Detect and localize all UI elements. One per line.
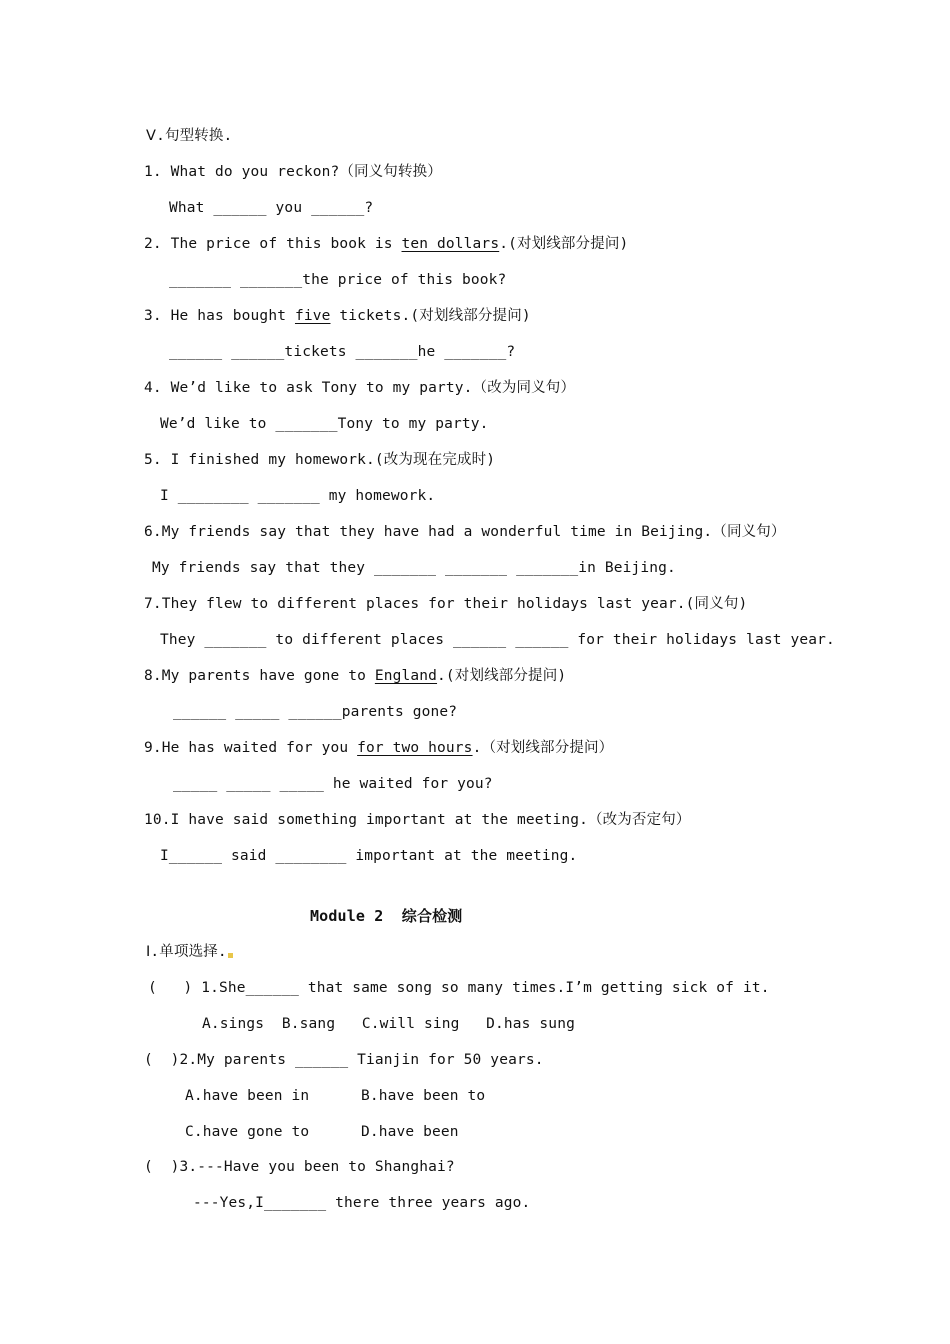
question-5: 5. I finished my homework.(改为现在完成时): [144, 452, 496, 468]
mc-question-3: ( )3.---Have you been to Shanghai?: [144, 1159, 455, 1175]
underlined-phrase: ten dollars: [401, 236, 500, 252]
mc-option-a: A.have been in: [185, 1088, 310, 1104]
answer-10: I______ said ________ important at the meeting.: [160, 848, 578, 864]
section-heading: Ⅰ.单项选择.: [146, 942, 233, 962]
question-10: 10.I have said something important at the meeting.（改为否定句）: [144, 812, 691, 828]
answer-4: We’d like to _______Tony to my party.: [160, 416, 489, 432]
mc-option-d: D.have been: [361, 1124, 459, 1140]
question-9: 9.He has waited for you for two hours.（对划线部分提问）: [144, 740, 614, 756]
answer-1: What ______ you ______?: [169, 200, 374, 216]
answer-8: ______ _____ ______parents gone?: [173, 704, 458, 720]
answer-6: My friends say that they _______ _______ _______in Beijing.: [152, 560, 676, 576]
section-heading: Ⅴ.句型转换.: [146, 128, 233, 144]
question-2: 2. The price of this book is ten dollars.(对划线部分提问): [144, 236, 629, 252]
answer-5: I ________ _______ my homework.: [160, 488, 436, 504]
underlined-phrase: five: [294, 308, 331, 324]
question-6: 6.My friends say that they have had a wonderful time in Beijing.（同义句）: [144, 524, 786, 540]
question-4: 4. We’d like to ask Tony to my party.（改为同义句）: [144, 380, 576, 396]
mc-reply-3: ---Yes,I_______ there three years ago.: [193, 1195, 531, 1211]
mc-option-c: C.have gone to: [185, 1124, 310, 1140]
mc-options-1: A.sings B.sang C.will sing D.has sung: [202, 1016, 575, 1032]
question-8: 8.My parents have gone to England.(对划线部分提问): [144, 668, 567, 684]
answer-3: ______ ______tickets _______he _______?: [169, 344, 516, 360]
question-1: 1. What do you reckon?（同义句转换）: [144, 164, 442, 180]
module-title: Module 2 综合检测: [310, 907, 463, 925]
underlined-phrase: England: [374, 668, 438, 684]
answer-7: They _______ to different places ______ ______ for their holidays last year.: [160, 632, 835, 648]
question-7: 7.They flew to different places for their holidays last year.(同义句): [144, 596, 748, 612]
cursor-mark-icon: [228, 953, 233, 958]
answer-9: _____ _____ _____ he waited for you?: [173, 776, 493, 792]
underlined-phrase: for two hours: [357, 740, 473, 756]
question-3: 3. He has bought five tickets.(对划线部分提问): [144, 308, 531, 324]
mc-question-2: ( )2.My parents ______ Tianjin for 50 years.: [144, 1052, 544, 1068]
answer-2: _______ _______the price of this book?: [169, 272, 507, 288]
mc-option-b: B.have been to: [361, 1088, 486, 1104]
mc-question-1: ( ) 1.She______ that same song so many times.I’m getting sick of it.: [148, 980, 770, 996]
